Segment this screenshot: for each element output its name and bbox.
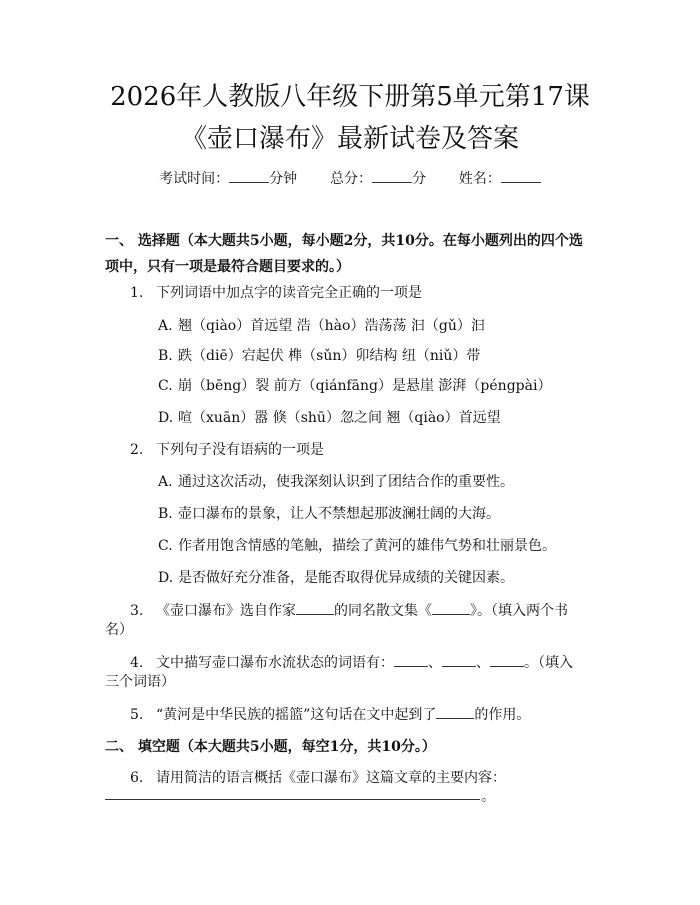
option-text: 通过这次活动，使我深刻认识到了团结合作的重要性。 xyxy=(178,474,514,490)
page-title-line2: 《壶口瀑布》最新试卷及答案 xyxy=(180,124,519,154)
q1-option-c[interactable] xyxy=(158,376,551,396)
option-label: B. xyxy=(158,506,173,522)
name-blank[interactable] xyxy=(501,168,541,183)
question-1 xyxy=(130,283,422,303)
score-unit: 分 xyxy=(412,171,426,187)
option-label: C. xyxy=(158,538,173,554)
score-label: 总分： xyxy=(330,171,372,187)
question-6 xyxy=(130,768,506,788)
q5-text-part2: 的作用。 xyxy=(474,707,531,723)
q3-text-part1: 《壶口瀑布》选自作家 xyxy=(156,603,296,619)
option-text: 跌（diē）宕起伏 榫（sǔn）卯结构 纽（niǔ）带 xyxy=(178,348,481,364)
q2-option-b[interactable] xyxy=(158,504,500,524)
q4-line2: 三个词语） xyxy=(105,674,175,690)
question-number: 5. xyxy=(130,707,144,723)
option-label: A. xyxy=(158,474,173,490)
question-5 xyxy=(130,704,530,725)
page-title-line1: 2026年人教版八年级下册第5单元第17课 xyxy=(110,82,590,112)
q4-text-part1: 文中描写壶口瀑布水流状态的词语有： xyxy=(156,655,394,671)
q2-option-d[interactable] xyxy=(158,568,514,588)
option-label: A. xyxy=(158,318,173,334)
question-number: 3. xyxy=(130,603,144,619)
section1-heading-line1: 一、 选择题（本大题共5小题，每小题2分，共10分。在每小题列出的四个选 xyxy=(105,233,583,249)
q6-answer-line[interactable] xyxy=(105,798,480,800)
q5-text-part1: “黄河是中华民族的摇篮”这句话在文中起到了 xyxy=(156,707,437,723)
option-text: 作者用饱含情感的笔触，描绘了黄河的雄伟气势和壮丽景色。 xyxy=(178,538,556,554)
section1-heading-line2: 项中，只有一项是最符合题目要求的。） xyxy=(105,259,350,275)
exam-time-blank[interactable] xyxy=(229,168,269,183)
score-blank[interactable] xyxy=(372,168,412,183)
question-3 xyxy=(130,600,568,621)
exam-time-unit: 分钟 xyxy=(269,171,298,187)
question-stem: 下列句子没有语病的一项是 xyxy=(156,442,324,458)
q2-option-a[interactable] xyxy=(158,472,514,492)
section1-heading xyxy=(105,230,605,278)
q5-blank[interactable] xyxy=(436,704,474,719)
option-label: D. xyxy=(158,570,174,586)
exam-time-label: 考试时间： xyxy=(159,171,230,187)
q3-line2: 名） xyxy=(105,622,133,638)
q3-author-blank[interactable] xyxy=(296,600,334,615)
q3-book-blank[interactable] xyxy=(432,600,470,615)
name-label: 姓名： xyxy=(458,171,501,187)
question-stem: 请用简洁的语言概括《壶口瀑布》这篇文章的主要内容： xyxy=(156,770,506,786)
q4-text-end: 。（填入 xyxy=(524,655,573,671)
question-number: 6. xyxy=(130,770,144,786)
question-number: 2. xyxy=(130,442,144,458)
q3-text-part3: 》。（填入两个书 xyxy=(470,603,568,619)
q3-text-part2: 的同名散文集《 xyxy=(334,603,432,619)
question-number: 1. xyxy=(130,285,144,301)
option-text: 是否做好充分准备，是能否取得优异成绩的关键因素。 xyxy=(178,570,514,586)
option-text: 翘（qiào）首远望 浩（hào）浩荡荡 汩（gǔ）汩 xyxy=(178,318,485,334)
option-text: 壶口瀑布的景象，让人不禁想起那波澜壮阔的大海。 xyxy=(178,506,500,522)
q4-blank-2[interactable] xyxy=(442,652,476,667)
exam-info-row xyxy=(0,168,700,189)
option-label: C. xyxy=(158,378,173,394)
q4-blank-1[interactable] xyxy=(394,652,428,667)
question-2 xyxy=(130,440,324,460)
q4-sep: 、 xyxy=(428,655,442,671)
q4-sep: 、 xyxy=(476,655,490,671)
q6-end-mark: 。 xyxy=(481,789,495,805)
question-stem: 下列词语中加点字的读音完全正确的一项是 xyxy=(156,285,422,301)
q1-option-d[interactable] xyxy=(158,408,501,428)
option-label: B. xyxy=(158,348,173,364)
q2-option-c[interactable] xyxy=(158,536,556,556)
q1-option-a[interactable] xyxy=(158,316,485,336)
q4-blank-3[interactable] xyxy=(490,652,524,667)
section2-heading: 二、 填空题（本大题共5小题，每空1分，共10分。） xyxy=(105,739,436,755)
question-number: 4. xyxy=(130,655,144,671)
q1-option-b[interactable] xyxy=(158,346,480,366)
option-label: D. xyxy=(158,410,174,426)
option-text: 崩（bēng）裂 前方（qiánfāng）是悬崖 澎湃（péngpài） xyxy=(178,378,552,394)
question-4 xyxy=(130,652,573,673)
option-text: 喧（xuān）嚣 倏（shū）忽之间 翘（qiào）首远望 xyxy=(178,410,501,426)
